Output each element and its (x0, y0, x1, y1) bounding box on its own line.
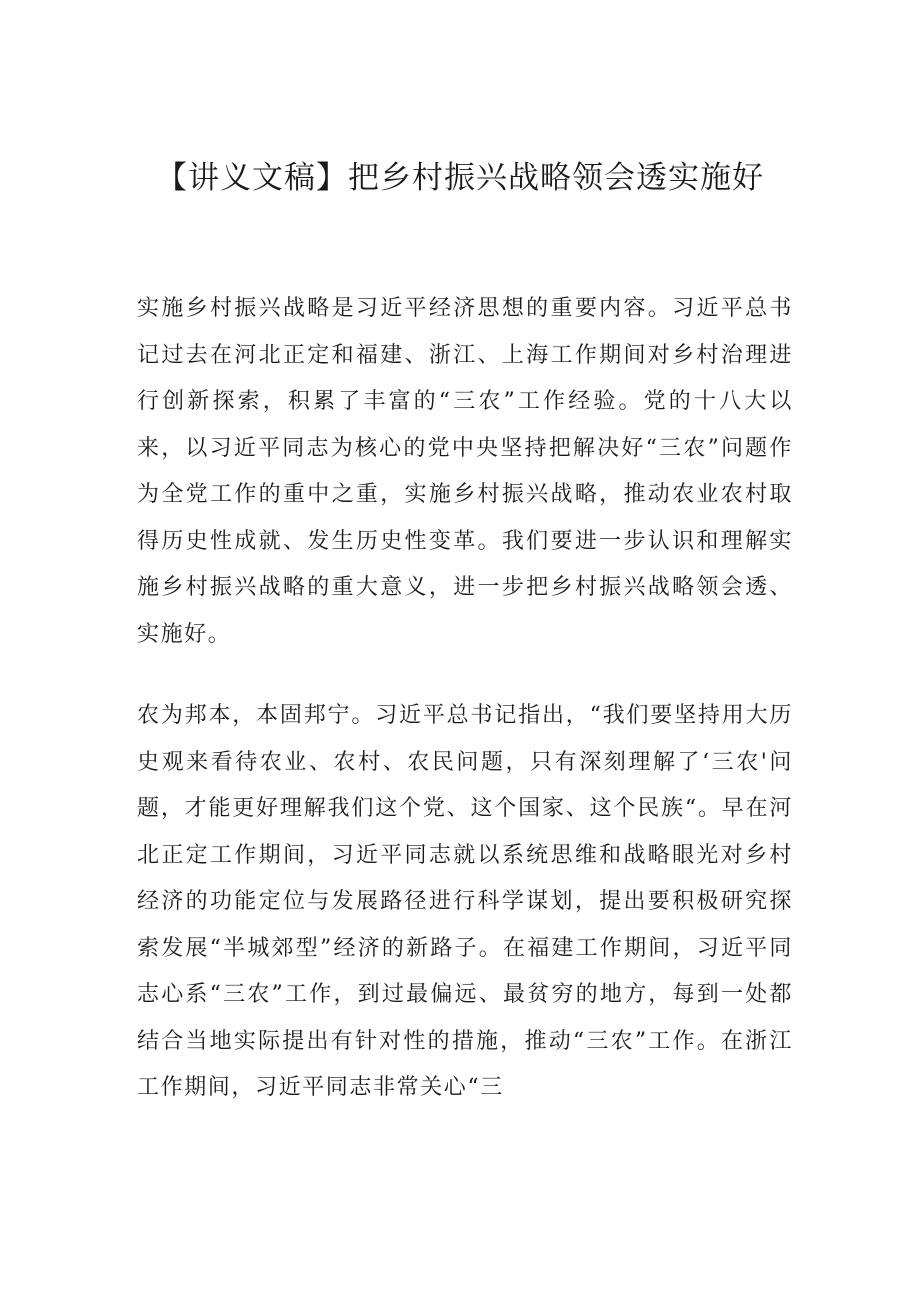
document-title: 【讲义文稿】把乡村振兴战略领会透实施好 (156, 160, 764, 196)
paragraph-1: 实施乡村振兴战略是习近平经济思想的重要内容。习近平总书记过去在河北正定和福建、浙江、上海工作期间对乡村治理进行创新探索，积累了丰富的“三农”工作经验。党的十八大以来，以习近平同志为核心的党中央坚持把解决好“三农”问题作为全党工作的重中之重，实施乡村振兴战略，推动农业农村取得历史性成就、发生历史性变革。我们要进一步认识和理解实施乡村振兴战略的重大意义，进一步把乡村振兴战略领会透、实施好。 (137, 296, 793, 647)
paragraph-2: 农为邦本，本固邦宁。习近平总书记指出，“我们要坚持用大历史观来看待农业、农村、农民问题，只有深刻理解了‘三农'问题，才能更好理解我们这个党、这个国家、这个民族“。早在河北正定工作期间，习近平同志就以系统思维和战略眼光对乡村经济的功能定位与发展路径进行科学谋划，提出要积极研究探索发展“半城郊型”经济的新路子。在福建工作期间，习近平同志心系“三农”工作，到过最偏远、最贫穷的地方，每到一处都结合当地实际提出有针对性的措施，推动“三农”工作。在浙江工作期间，习近平同志非常关心“三 (137, 703, 793, 1100)
